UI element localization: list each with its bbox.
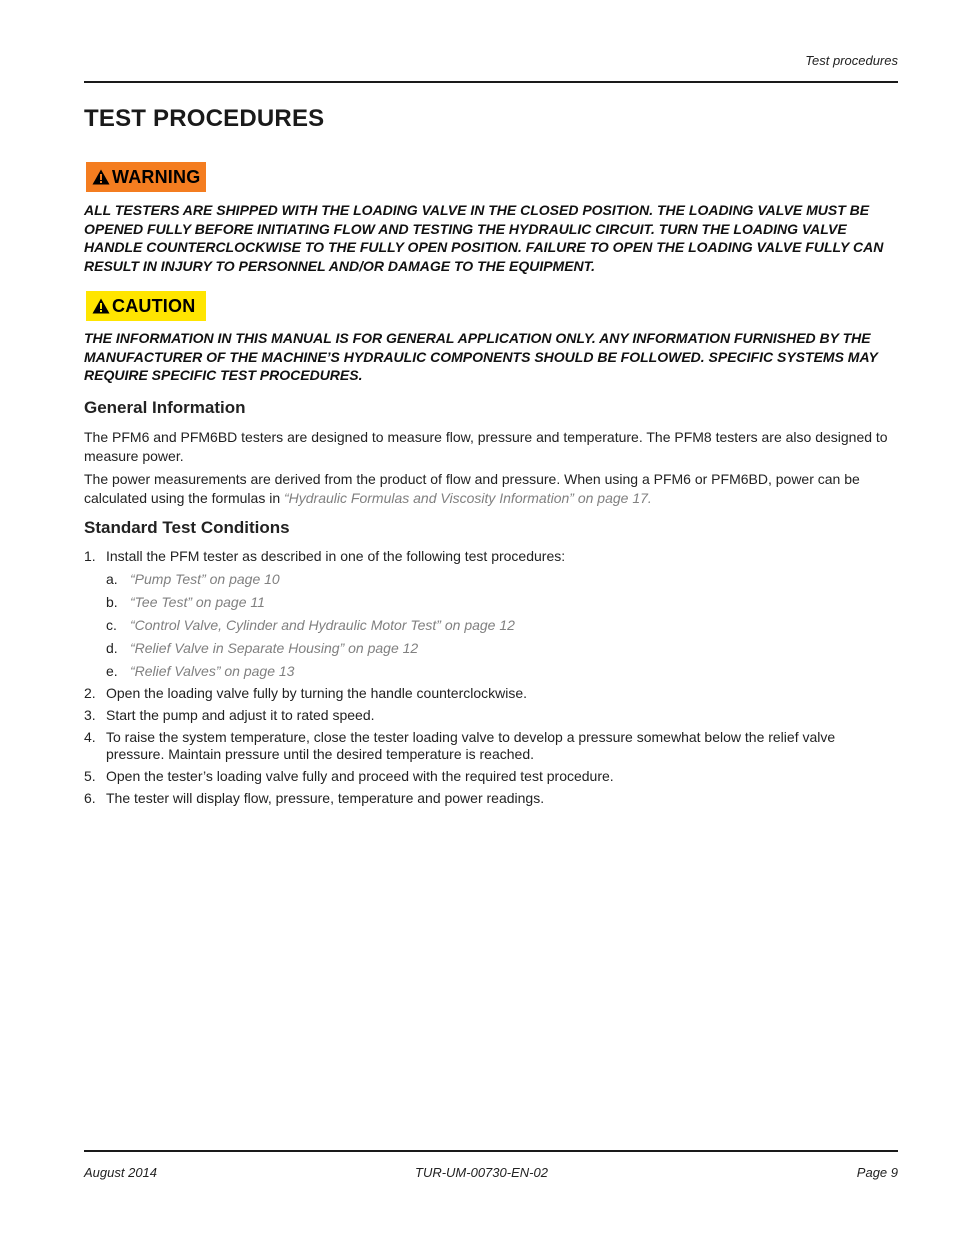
standard-test-conditions-heading: Standard Test Conditions: [84, 518, 290, 537]
step-2: [84, 685, 898, 702]
general-paragraph-2: [84, 470, 898, 508]
step-3: [84, 707, 898, 724]
sub-step-letter: e.: [106, 663, 118, 679]
footer-document-id: TUR-UM-00730-EN-02: [415, 1165, 548, 1180]
header-rule: [84, 81, 898, 83]
running-header: Test procedures: [805, 53, 898, 68]
sub-step-letter: b.: [106, 594, 118, 610]
general-paragraph-1: The PFM6 and PFM6BD testers are designed to measure flow, pressure and temperature. The PFM8 testers are also designed to measure power.: [84, 429, 888, 464]
sub-step-b: [84, 594, 898, 611]
sub-step-letter: d.: [106, 640, 118, 656]
warning-label: WARNING: [112, 166, 201, 187]
warning-badge: [86, 162, 206, 192]
footer-page-number: Page 9: [856, 1165, 898, 1180]
caution-label: CAUTION: [112, 295, 196, 316]
footer-rule: [84, 1150, 898, 1152]
sub-step-a: [84, 571, 898, 588]
control-valve-test-link[interactable]: “Control Valve, Cylinder and Hydraulic Motor Test” on page 12: [130, 617, 515, 633]
general-paragraph-2-text: The power measurements are derived from the product of flow and pressure. When using a PFM6 or PFM6BD, power can be calculated using the formulas in: [84, 471, 860, 506]
step-5: [84, 768, 898, 785]
tee-test-link[interactable]: “Tee Test” on page 11: [130, 594, 265, 610]
step-text: Install the PFM tester as described in one of the following test procedures:: [106, 548, 566, 564]
caution-text: THE INFORMATION IN THIS MANUAL IS FOR GENERAL APPLICATION ONLY. ANY INFORMATION FURNISHED BY THE MANUFACTURER OF THE MACHINE’S HYDRAULIC COMPONENTS SHOULD BE FOLLOWED. SPECIFIC SYSTEMS MAY REQUIRE SPECIFIC TEST PROCEDURES.: [84, 330, 878, 384]
step-number: 1.: [84, 548, 96, 564]
step-text: The tester will display flow, pressure, temperature and power readings.: [106, 790, 545, 806]
caution-badge: [86, 291, 206, 321]
test-steps-list: [84, 548, 898, 807]
formulas-link[interactable]: “Hydraulic Formulas and Viscosity Information” on page 17.: [284, 490, 652, 506]
step-number: 4.: [84, 729, 96, 745]
step-text: Start the pump and adjust it to rated speed.: [106, 707, 375, 723]
step-text: Open the tester’s loading valve fully and proceed with the required test procedure.: [106, 768, 614, 784]
caution-triangle-icon: [92, 298, 110, 314]
step-number: 6.: [84, 790, 96, 806]
step-text: To raise the system temperature, close the tester loading valve to develop a pressure somewhat below the relief valve pressure. Maintain pressure until the desired temperature is reached.: [106, 729, 836, 762]
step-number: 3.: [84, 707, 96, 723]
warning-text: ALL TESTERS ARE SHIPPED WITH THE LOADING VALVE IN THE CLOSED POSITION. THE LOADING VALVE MUST BE OPENED FULLY BEFORE INITIATING FLOW AND TESTING THE HYDRAULIC CIRCUIT. TURN THE LOADING VALVE HANDLE COUNTERCLOCKWISE TO THE FULLY OPEN POSITION. FAILURE TO OPEN THE LOADING VALVE FULLY CAN RESULT IN INJURY TO PERSONNEL AND/OR DAMAGE TO THE EQUIPMENT.: [84, 202, 884, 274]
step-text: Open the loading valve fully by turning the handle counterclockwise.: [106, 685, 528, 701]
step-1: [84, 548, 898, 565]
sub-step-letter: c.: [106, 617, 117, 633]
page-title: TEST PROCEDURES: [84, 105, 325, 132]
warning-triangle-icon: [92, 169, 110, 185]
step-6: [84, 790, 898, 807]
step-4: [84, 729, 898, 763]
step-number: 5.: [84, 768, 96, 784]
general-information-heading: General Information: [84, 398, 246, 417]
step-number: 2.: [84, 685, 96, 701]
footer-date: August 2014: [84, 1165, 158, 1180]
relief-valves-link[interactable]: “Relief Valves” on page 13: [130, 663, 295, 679]
sub-step-c: [84, 617, 898, 634]
pump-test-link[interactable]: “Pump Test” on page 10: [130, 571, 280, 587]
sub-step-e: [84, 663, 898, 680]
sub-step-d: [84, 640, 898, 657]
sub-step-letter: a.: [106, 571, 118, 587]
relief-valve-housing-link[interactable]: “Relief Valve in Separate Housing” on page 12: [130, 640, 419, 656]
